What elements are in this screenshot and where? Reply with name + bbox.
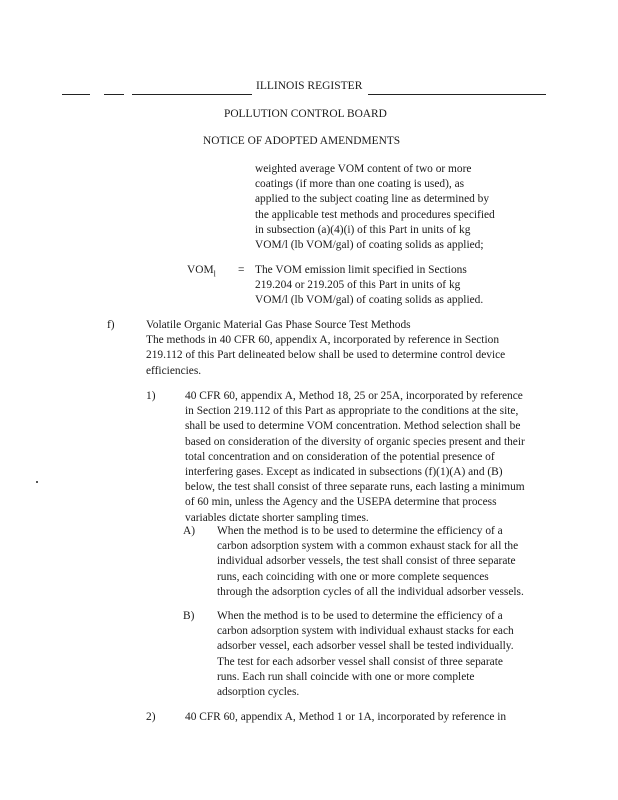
definition-line: The VOM emission limit specified in Sections	[255, 264, 467, 276]
section-f-body	[146, 318, 505, 379]
item-b-line: carbon adsorption system with individual exhaust stacks for each	[217, 625, 514, 638]
scan-mark	[36, 481, 38, 483]
header-rule-left	[132, 94, 252, 95]
item-b-line: The test for each adsorber vessel shall consist of three separate	[217, 655, 503, 668]
continuation-text	[255, 162, 495, 253]
item-a-line: When the method is to be used to determine the efficiency of a	[217, 525, 503, 537]
continuation-line: the applicable test methods and procedures specified	[255, 208, 495, 221]
continuation-line: applied to the subject coating line as determined by	[255, 193, 490, 206]
continuation-line: in subsection (a)(4)(i) of this Part in units of kg	[255, 223, 471, 236]
item-1-line: variables dictate shorter sampling times.	[185, 511, 369, 524]
definition-text	[255, 263, 483, 309]
item-2-body	[185, 710, 506, 725]
item-a-line: individual adsorber vessels, the test shall consist of three separate	[217, 555, 516, 568]
item-a-line: carbon adsorption system with a common exhaust stack for all the	[217, 540, 519, 553]
item-1-line: total concentration and on consideration of the potential presence of	[185, 450, 495, 463]
item-b-line: adsorber vessel, each adsorber vessel shall be tested individually.	[217, 640, 514, 653]
definition-line: VOM/l (lb VOM/gal) of coating solids as applied.	[255, 294, 484, 307]
section-f-label: f)	[107, 319, 115, 331]
item-2-line: 40 CFR 60, appendix A, Method 1 or 1A, incorporated by reference in	[185, 711, 507, 723]
item-1-line: below, the test shall consist of three separate runs, each lasting a minimum	[185, 481, 525, 494]
register-title: ILLINOIS REGISTER	[256, 80, 363, 92]
item-a-line: runs, each coinciding with one or more complete sequences	[217, 570, 489, 583]
continuation-line: coatings (if more than one coating is used), as	[255, 178, 465, 191]
item-1-line: 40 CFR 60, appendix A, Method 18, 25 or 25A, incorporated by reference	[185, 390, 523, 402]
item-b-line: adsorption cycles.	[217, 686, 300, 699]
item-1-body	[185, 389, 525, 526]
item-a-label: A)	[183, 525, 196, 537]
definition-term	[187, 263, 216, 281]
item-1-line: in Section 219.112 of this Part as appropriate to the conditions at the site,	[185, 405, 519, 418]
item-1-line: interfering gases. Except as indicated in subsections (f)(1)(A) and (B)	[185, 466, 503, 479]
item-1-label: 1)	[146, 390, 156, 402]
header-rule-left-dash-2	[104, 94, 124, 95]
definition-line: 219.204 or 219.205 of this Part in units of kg	[255, 279, 461, 292]
item-b-line: runs. Each run shall coincide with one or more complete	[217, 670, 475, 683]
item-2-label: 2)	[146, 711, 156, 723]
section-f-title: Volatile Organic Material Gas Phase Source Test Methods	[146, 319, 411, 331]
item-b-label: B)	[183, 610, 195, 622]
definition-term-text: VOM	[187, 264, 214, 276]
section-f-line: efficiencies.	[146, 364, 202, 377]
section-f-line: The methods in 40 CFR 60, appendix A, incorporated by reference in Section	[146, 334, 500, 347]
continuation-line: VOM/l (lb VOM/gal) of coating solids as applied;	[255, 239, 484, 252]
item-b-body	[217, 609, 514, 700]
item-1-line: based on consideration of the diversity of organic species present and their	[185, 435, 525, 448]
item-1-line: shall be used to determine VOM concentration. Method selection shall be	[185, 420, 521, 433]
header-rule-right	[368, 94, 546, 95]
board-title: POLLUTION CONTROL BOARD	[224, 108, 387, 120]
section-f-line: 219.112 of this Part delineated below shall be used to determine control device	[146, 349, 506, 362]
continuation-line: weighted average VOM content of two or more	[255, 163, 472, 175]
definition-term-subscript: l	[213, 269, 216, 279]
item-a-line: through the adsorption cycles of all the individual adsorber vessels.	[217, 585, 524, 598]
item-a-body	[217, 524, 524, 600]
notice-title: NOTICE OF ADOPTED AMENDMENTS	[203, 135, 401, 147]
item-b-line: When the method is to be used to determine the efficiency of a	[217, 610, 503, 622]
item-1-line: of 60 min, unless the Agency and the USEPA determine that process	[185, 496, 497, 509]
header-rule-left-dash-1	[62, 94, 90, 95]
definition-equals: =	[238, 264, 245, 276]
